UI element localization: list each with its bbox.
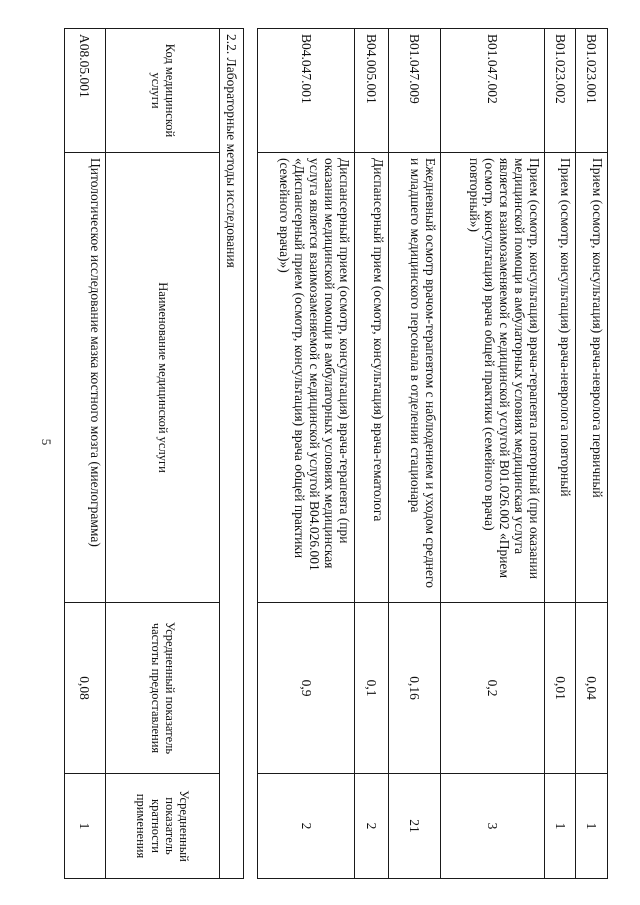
table-row: [355, 29, 389, 879]
table-row: [545, 29, 576, 879]
service-name: Диспансерный прием (осмотр, консультация) врача-гематолога: [355, 153, 389, 603]
service-code: B01.023.002: [545, 29, 576, 153]
rotated-page-content: [64, 28, 608, 878]
multiplicity-value: 21: [389, 774, 441, 879]
multiplicity-value: 1: [65, 774, 106, 879]
multiplicity-value: 1: [545, 774, 576, 879]
frequency-value: 0,1: [355, 603, 389, 774]
frequency-value: 0,9: [258, 603, 355, 774]
table-row: [576, 29, 608, 879]
table-row: [389, 29, 441, 879]
header-frequency: Усредненный показатель частоты предоставления: [105, 603, 219, 774]
services-table: [257, 28, 608, 879]
service-code: B01.047.009: [389, 29, 441, 153]
section-title-row: [220, 29, 244, 879]
section-title: 2.2. Лабораторные методы исследования: [220, 29, 244, 879]
frequency-value: 0,08: [65, 603, 106, 774]
header-multiplicity: Усредненный показатель кратности применения: [105, 774, 219, 879]
multiplicity-value: 1: [576, 774, 608, 879]
frequency-value: 0,04: [576, 603, 608, 774]
table-row: [441, 29, 545, 879]
service-name: Прием (осмотр, консультация) врача-невролога повторный: [545, 153, 576, 603]
lab-methods-table: [64, 28, 244, 879]
frequency-value: 0,01: [545, 603, 576, 774]
table-row: [258, 29, 355, 879]
service-name: Ежедневный осмотр врачом-терапевтом с наблюдением и уходом среднего и младшего медицинского персонала в отделении стационара: [389, 153, 441, 603]
frequency-value: 0,16: [389, 603, 441, 774]
header-name: Наименование медицинской услуги: [105, 153, 219, 603]
service-code: B01.047.002: [441, 29, 545, 153]
multiplicity-value: 3: [441, 774, 545, 879]
service-code: A08.05.001: [65, 29, 106, 153]
page-number: 5: [39, 438, 54, 446]
multiplicity-value: 2: [355, 774, 389, 879]
service-code: B01.023.001: [576, 29, 608, 153]
service-name: Диспансерный прием (осмотр, консультация) врача-терапевта (при оказании медицинской помощи в амбулаторных условиях медицинская услуга является взаимозаменяемой с медицинской услугой B04.026.001 «Диспансерный прием (осмотр, консультация) врача общей практики (семейного врача)»): [258, 153, 355, 603]
service-name: Цитологическое исследование мазка костного мозга (миелограмма): [65, 153, 106, 603]
multiplicity-value: 2: [258, 774, 355, 879]
service-name: Прием (осмотр, консультация) врача-терапевта повторный (при оказании медицинской помощи в амбулаторных условиях медицинская услуга является взаимозаменяемой с медицинской услугой B01.026.002 «Прием (осмотр, консультация) врача общей практики (семейного врача) повторный»): [441, 153, 545, 603]
service-code: B04.005.001: [355, 29, 389, 153]
service-name: Прием (осмотр, консультация) врача-невролога первичный: [576, 153, 608, 603]
service-code: B04.047.001: [258, 29, 355, 153]
table-row: [65, 29, 106, 879]
header-code: Код медицинской услуги: [105, 29, 219, 153]
frequency-value: 0,2: [441, 603, 545, 774]
header-row: [105, 29, 219, 879]
